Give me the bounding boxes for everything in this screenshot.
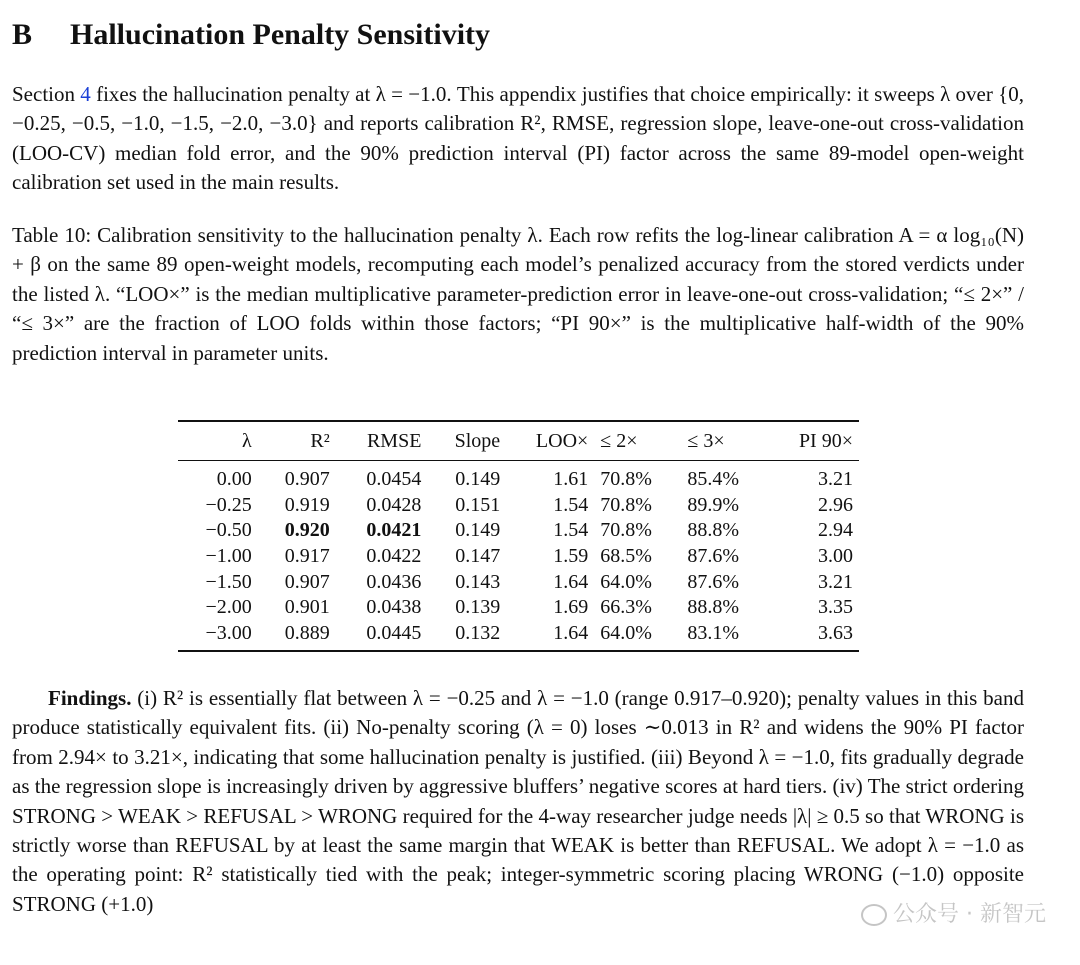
- cell-within2x: 64.0%: [600, 570, 652, 593]
- col-header-slope: Slope: [427, 421, 506, 461]
- intro-text-start: Section: [12, 82, 81, 106]
- cell-within3x: 87.6%: [687, 545, 740, 568]
- cell-within3x: 88.8%: [687, 596, 740, 619]
- cell-pi90: 3.00: [818, 545, 853, 568]
- intro-paragraph: [12, 80, 1024, 198]
- cell-r2: 0.919: [284, 493, 330, 516]
- cell-within2x: 66.3%: [600, 596, 652, 619]
- cell-pi90: 2.96: [818, 493, 853, 516]
- cell-lambda: −1.50: [205, 570, 252, 593]
- cell-r2: 0.889: [258, 621, 336, 652]
- cell-loo: 1.64: [553, 570, 589, 593]
- col-header-within2x: ≤ 2×: [594, 421, 681, 461]
- cell-loo: 1.54: [553, 519, 589, 542]
- cell-within3x: 89.9%: [687, 493, 740, 516]
- cell-r2: 0.907: [284, 570, 330, 593]
- cell-pi90: 2.94: [818, 519, 853, 542]
- cell-rmse: 0.0438: [366, 596, 422, 619]
- cell-r2: 0.920: [284, 519, 330, 542]
- table-row: [178, 569, 859, 595]
- cell-slope: 0.143: [455, 570, 501, 593]
- watermark-text: 公众号 · 新智元: [893, 902, 1046, 927]
- findings-heading: Findings.: [48, 686, 132, 710]
- cell-rmse: 0.0436: [366, 570, 422, 593]
- cell-rmse: 0.0421: [366, 519, 422, 542]
- cell-loo: 1.61: [553, 468, 589, 491]
- cell-loo: 1.64: [506, 621, 594, 652]
- section-number: B: [12, 18, 33, 51]
- cell-slope: 0.149: [455, 519, 501, 542]
- cell-within2x: 70.8%: [600, 493, 652, 516]
- cell-loo: 1.59: [553, 545, 589, 568]
- cell-r2: 0.917: [284, 545, 330, 568]
- section-reference-link[interactable]: 4: [80, 82, 91, 106]
- cell-within2x: 70.8%: [600, 468, 652, 491]
- cell-within3x: 83.1%: [681, 621, 768, 652]
- section-heading: [12, 18, 490, 52]
- table-row: [178, 518, 859, 544]
- cell-lambda: 0.00: [216, 468, 252, 491]
- cell-slope: 0.149: [455, 468, 501, 491]
- cell-pi90: 3.21: [818, 570, 853, 593]
- table-row: [178, 493, 859, 519]
- cell-within2x: 70.8%: [600, 519, 652, 542]
- table-row: [178, 544, 859, 570]
- watermark: [861, 897, 1046, 928]
- findings-paragraph: [12, 684, 1024, 919]
- cell-pi90: 3.63: [769, 621, 859, 652]
- sensitivity-table: [178, 420, 859, 652]
- cell-lambda: −3.00: [178, 621, 258, 652]
- col-header-lambda: λ: [178, 421, 258, 461]
- cell-r2: 0.907: [284, 468, 330, 491]
- col-header-within3x: ≤ 3×: [681, 421, 768, 461]
- cell-within3x: 85.4%: [687, 468, 740, 491]
- cell-within3x: 87.6%: [687, 570, 740, 593]
- table-caption: Table 10: Calibration sensitivity to the hallucination penalty λ. Each row refits the log-linear calibration A = α log₁₀(N) + β on the same 89 open-weight models, recomputing each model’s penalized accuracy from the stored verdicts under the listed λ. “LOO×” is the median multiplicative parameter-prediction error in leave-one-out cross-validation; “≤ 2×” / “≤ 3×” are the fraction of LOO folds within those factors; “PI 90×” is the multiplicative half-width of the 90% prediction interval in parameter units.: [12, 223, 1024, 365]
- intro-text-rest: fixes the hallucination penalty at λ = −1.0. This appendix justifies that choice empirically: it sweeps λ over {0, −0.25, −0.5, −1.0, −1.5, −2.0, −3.0} and reports calibration R², RMSE, regression slope, leave-one-out cross-validation (LOO-CV) median fold error, and the 90% prediction interval (PI) factor across the same 89-model open-weight calibration set used in the main results.: [12, 82, 1024, 195]
- wechat-icon: [861, 904, 887, 926]
- cell-lambda: −0.25: [205, 493, 252, 516]
- col-header-pi90: PI 90×: [769, 421, 859, 461]
- cell-r2: 0.901: [284, 596, 330, 619]
- table-row: [178, 595, 859, 621]
- cell-rmse: 0.0454: [366, 468, 422, 491]
- col-header-rmse: RMSE: [336, 421, 428, 461]
- table-row: [178, 461, 859, 493]
- cell-lambda: −0.50: [205, 519, 252, 542]
- cell-slope: 0.151: [455, 493, 501, 516]
- cell-loo: 1.69: [553, 596, 589, 619]
- col-header-r2: R²: [258, 421, 336, 461]
- cell-slope: 0.147: [455, 545, 501, 568]
- cell-slope: 0.132: [427, 621, 506, 652]
- cell-pi90: 3.35: [818, 596, 853, 619]
- cell-lambda: −2.00: [205, 596, 252, 619]
- cell-rmse: 0.0428: [366, 493, 422, 516]
- cell-pi90: 3.21: [818, 468, 853, 491]
- section-title: Hallucination Penalty Sensitivity: [70, 18, 491, 51]
- table-body: [178, 461, 859, 652]
- table-row: [178, 621, 859, 652]
- cell-within2x: 68.5%: [600, 545, 652, 568]
- cell-loo: 1.54: [553, 493, 589, 516]
- table-header-row: [178, 421, 859, 461]
- findings-body: (i) R² is essentially flat between λ = −0.25 and λ = −1.0 (range 0.917–0.920); penalty values in this band produce statistically equivalent fits. (ii) No-penalty scoring (λ = 0) loses ∼0.013 in R² and widens the 90% PI factor from 2.94× to 3.21×, indicating that some hallucination penalty is justified. (iii) Beyond λ = −1.0, fits gradually degrade as the regression slope is increasingly driven by aggressive bluffers’ negative scores at hard tiers. (iv) The strict ordering STRONG > WEAK > REFUSAL > WRONG required for the 4-way researcher judge needs |λ| ≥ 0.5 so that WRONG is strictly worse than REFUSAL by at least the same margin that WEAK is better than REFUSAL. We adopt λ = −1.0 as the operating point: R² statistically tied with the peak; integer-symmetric scoring placing WRONG (−1.0) opposite STRONG (+1.0): [12, 686, 1024, 916]
- cell-rmse: 0.0445: [336, 621, 428, 652]
- cell-within3x: 88.8%: [687, 519, 740, 542]
- cell-rmse: 0.0422: [366, 545, 422, 568]
- cell-lambda: −1.00: [205, 545, 252, 568]
- cell-slope: 0.139: [455, 596, 501, 619]
- col-header-loo: LOO×: [506, 421, 594, 461]
- cell-within2x: 64.0%: [594, 621, 681, 652]
